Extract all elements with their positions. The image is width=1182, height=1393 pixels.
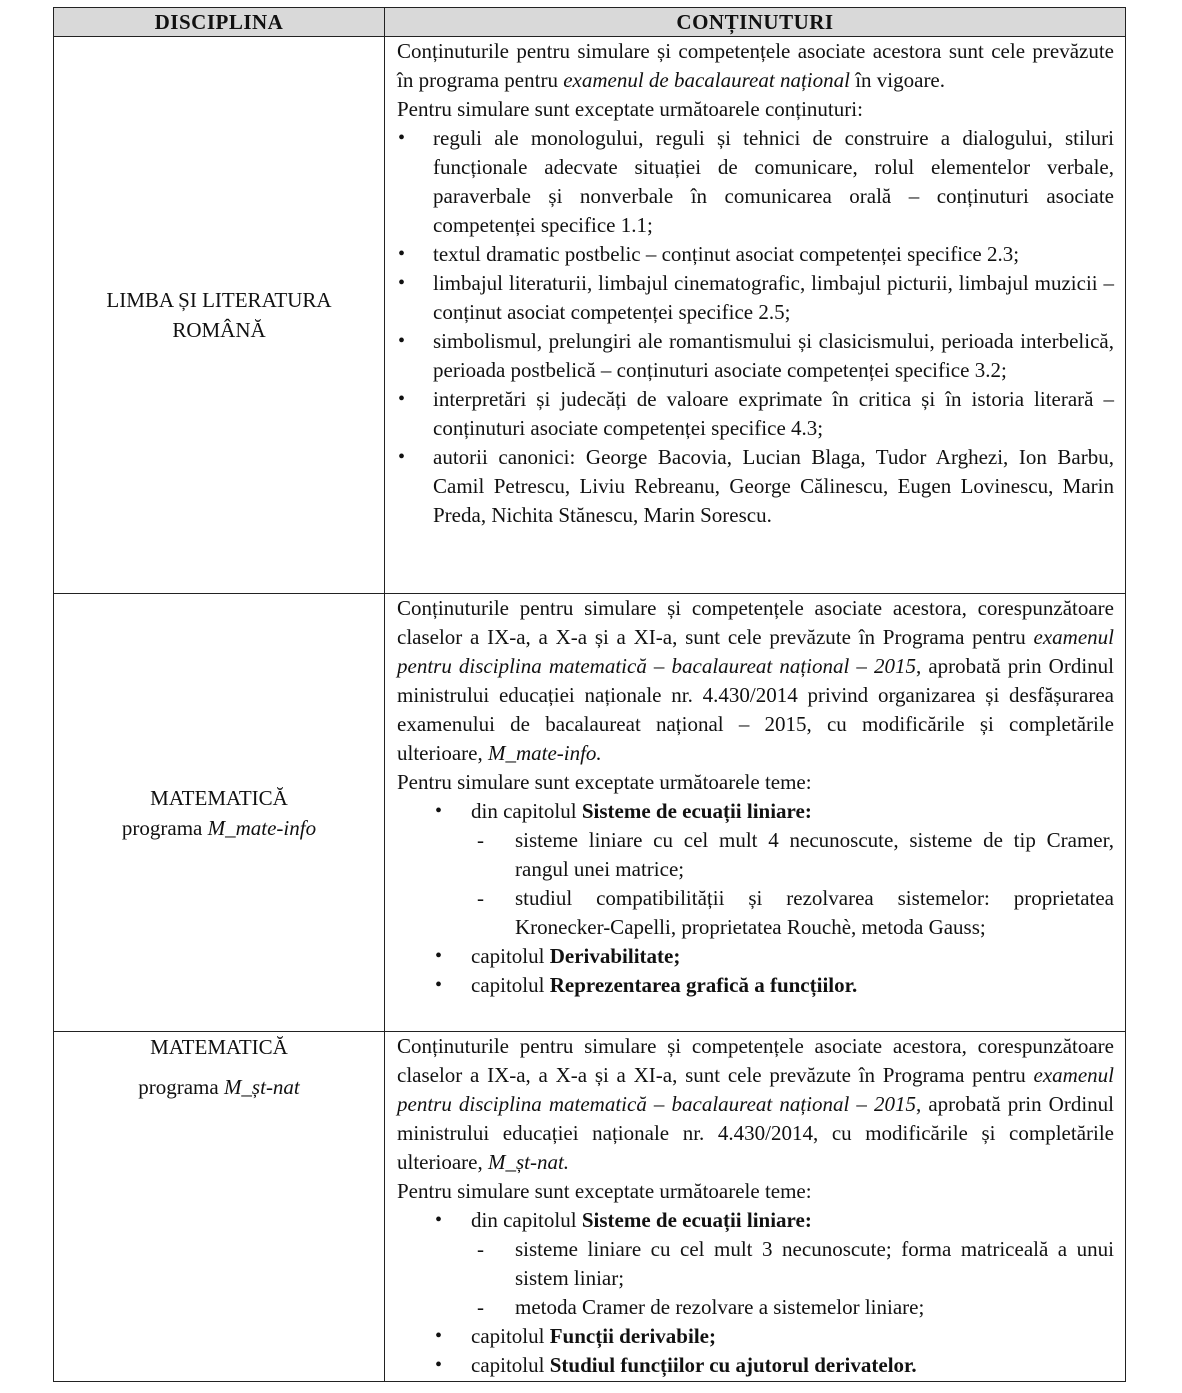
list-item: • din capitolul Sisteme de ecuații liniare: - sisteme liniare cu cel mult 3 necunoscute; forma matriceală a unui sistem liniar; - metoda Cramer de rezolvare a sistemelor liniare; xyxy=(471,1206,1114,1322)
exceptions-list xyxy=(397,124,1114,530)
discipline-name: MATEMATICĂ xyxy=(150,1035,288,1059)
exceptions-list xyxy=(397,1206,1114,1380)
intro-paragraph: Conținuturile pentru simulare și competențele asociate acestora sunt cele prevăzute în programa pentru examenul de bacalaureat național în vigoare. xyxy=(397,39,1114,92)
discipline-cell xyxy=(54,594,385,1032)
discipline-name: LIMBA ȘI LITERATURA xyxy=(106,288,332,312)
header-continuturi: CONȚINUTURI xyxy=(385,8,1126,37)
sub-list-item: - metoda Cramer de rezolvare a sistemelor liniare; xyxy=(515,1293,1114,1322)
list-item: • autorii canonici: George Bacovia, Lucian Blaga, Tudor Arghezi, Ion Barbu, Camil Petrescu, Liviu Rebreanu, George Călinescu, Eugen Lovinescu, Marin Preda, Nichita Stănescu, Marin Sorescu. xyxy=(433,443,1114,530)
list-item: • textul dramatic postbelic – conținut asociat competenței specifice 2.3; xyxy=(433,240,1114,269)
list-item: • simbolismul, prelungiri ale romantismului și clasicismului, perioada interbelică, perioada postbelică – conținuturi asociate competenței specifice 3.2; xyxy=(433,327,1114,385)
table-row xyxy=(54,37,1126,594)
intro-paragraph: Conținuturile pentru simulare și competențele asociate acestora, corespunzătoare claselor a IX-a, a X-a și a XI-a, sunt cele prevăzute în Programa pentru examenul pentru disciplina matematică – bacalaureat național – 2015, aprobată prin Ordinul ministrului educației naționale nr. 4.430/2014, cu modificările și completările ulterioare, M_șt-nat. xyxy=(397,1034,1114,1174)
list-item: • din capitolul Sisteme de ecuații liniare: - sisteme liniare cu cel mult 4 necunoscute, sisteme de tip Cramer, rangul unei matrice; - studiul compatibilității și rezolvarea sistemelor: proprietatea Kronecker-Capelli, proprietatea Rouchè, metoda Gauss; xyxy=(471,797,1114,942)
discipline-name-cont: ROMÂNĂ xyxy=(172,318,266,342)
intro-paragraph: Conținuturile pentru simulare și competențele asociate acestora, corespunzătoare claselor a IX-a, a X-a și a XI-a, sunt cele prevăzute în Programa pentru examenul pentru disciplina matematică – bacalaureat național – 2015, aprobată prin Ordinul ministrului educației naționale nr. 4.430/2014 privind organizarea și desfășurarea examenului de bacalaureat național – 2015, cu modificările și completările ulterioare, M_mate-info. xyxy=(397,596,1114,765)
discipline-cell xyxy=(54,37,385,594)
exceptions-label: Pentru simulare sunt exceptate următoarele conținuturi: xyxy=(397,97,863,121)
discipline-program: programa M_șt-nat xyxy=(138,1075,300,1099)
exceptions-label: Pentru simulare sunt exceptate următoarele teme: xyxy=(397,770,812,794)
content-cell xyxy=(385,1032,1126,1382)
discipline-program: programa M_mate-info xyxy=(121,815,317,840)
list-item: • interpretări și judecăți de valoare exprimate în critica și în istoria literară – conținuturi asociate competenței specifice 4.3; xyxy=(433,385,1114,443)
discipline-name: MATEMATICĂ xyxy=(150,785,288,810)
table-row xyxy=(54,1032,1126,1382)
header-row xyxy=(54,8,1126,37)
list-item: • capitolul Derivabilitate; xyxy=(471,942,1114,971)
list-item: • capitolul Reprezentarea grafică a funcțiilor. xyxy=(471,971,1114,1000)
exceptions-label: Pentru simulare sunt exceptate următoarele teme: xyxy=(397,1179,812,1203)
content-table xyxy=(53,7,1126,1382)
table-row xyxy=(54,594,1126,1032)
content-cell xyxy=(385,594,1126,1032)
list-item: • capitolul Studiul funcțiilor cu ajutorul derivatelor. xyxy=(471,1351,1114,1380)
header-disciplina: DISCIPLINA xyxy=(54,8,385,37)
sub-list xyxy=(471,826,1114,942)
list-item: • reguli ale monologului, reguli și tehnici de construire a dialogului, stiluri funcționale adecvate situației de comunicare, rolul elementelor verbale, paraverbale și nonverbale în comunicarea orală – conținuturi asociate competenței specifice 1.1; xyxy=(433,124,1114,240)
sub-list-item: - studiul compatibilității și rezolvarea sistemelor: proprietatea Kronecker-Capelli, proprietatea Rouchè, metoda Gauss; xyxy=(515,884,1114,942)
sub-list-item: - sisteme liniare cu cel mult 3 necunoscute; forma matriceală a unui sistem liniar; xyxy=(515,1235,1114,1293)
discipline-cell xyxy=(54,1032,385,1382)
list-item: • limbajul literaturii, limbajul cinematografic, limbajul picturii, limbajul muzicii – conținut asociat competenței specifice 2.5; xyxy=(433,269,1114,327)
exceptions-list xyxy=(397,797,1114,1000)
sub-list-item: - sisteme liniare cu cel mult 4 necunoscute, sisteme de tip Cramer, rangul unei matrice; xyxy=(515,826,1114,884)
content-cell xyxy=(385,37,1126,594)
list-item: • capitolul Funcții derivabile; xyxy=(471,1322,1114,1351)
sub-list xyxy=(471,1235,1114,1322)
